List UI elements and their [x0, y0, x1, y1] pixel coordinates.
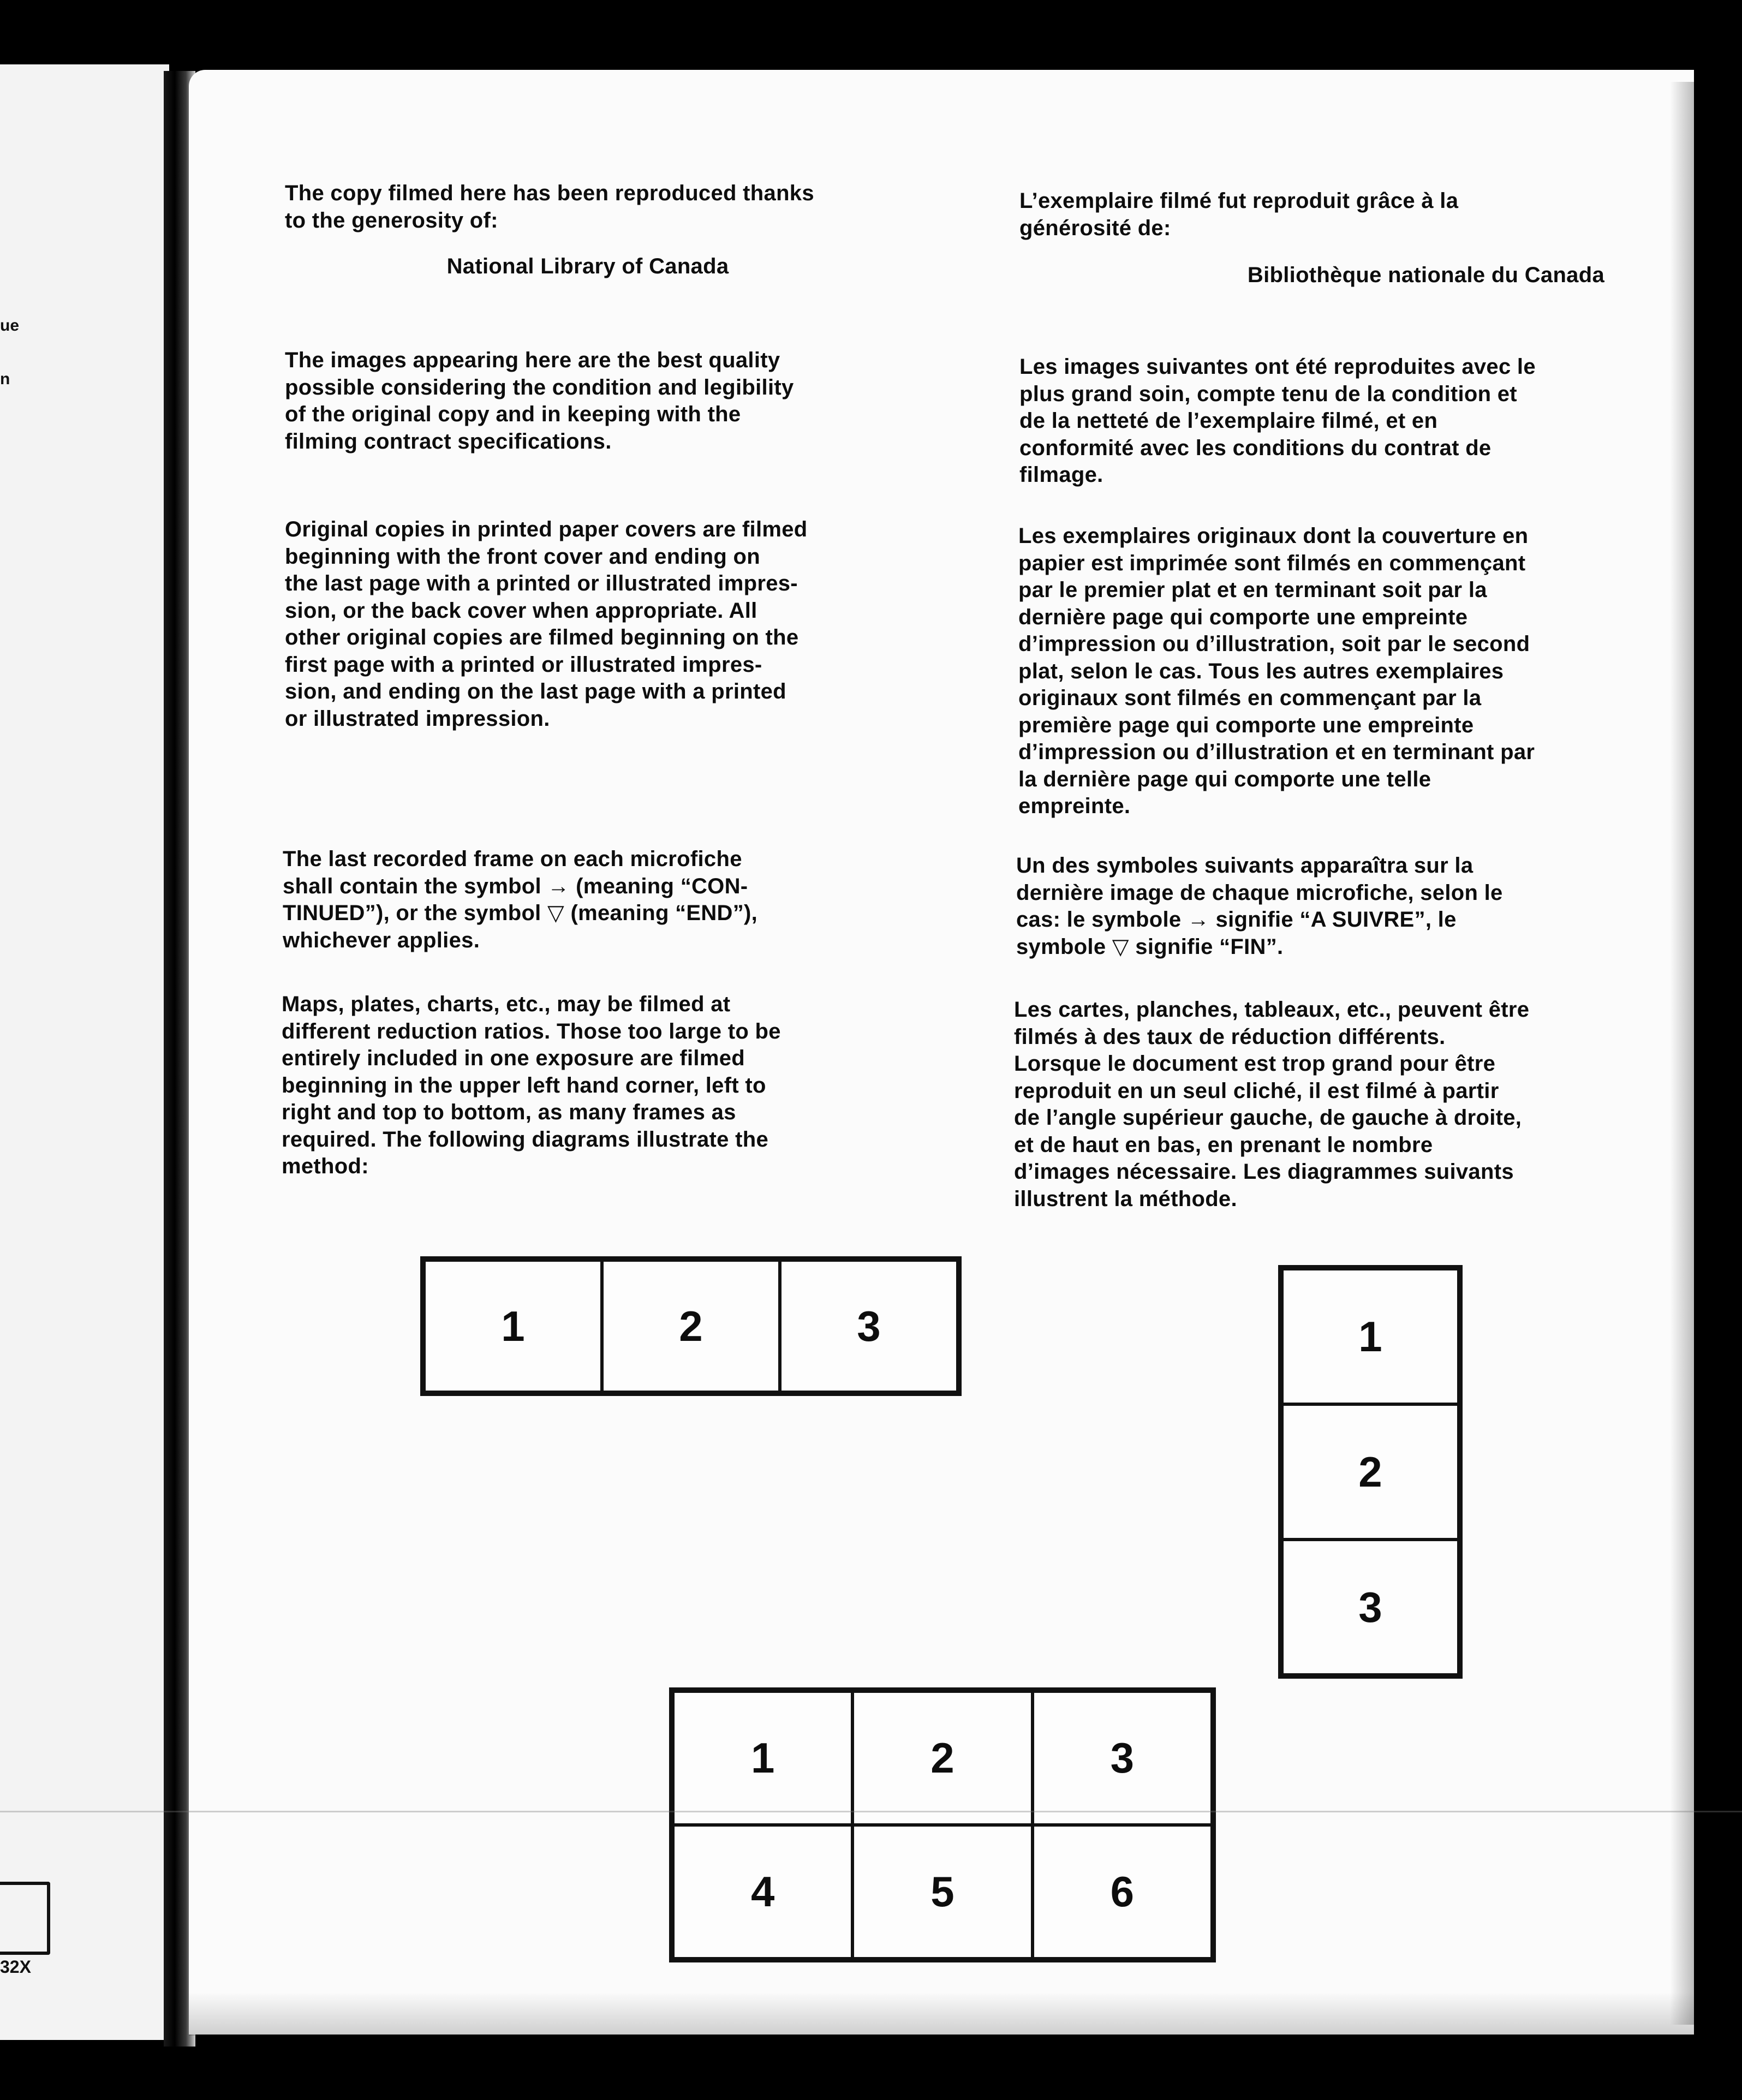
- french-column: [1019, 188, 1674, 242]
- diagram-horizontal: [420, 1256, 962, 1396]
- english-maps-paragraph: Maps, plates, charts, etc., may be filmed at different reduction ratios. Those too large to be entirely included in one exposure are filmed beginning in the upper left hand corner, left to right and top to bottom, as many frames as required. The following diagrams illustrate the method:: [282, 992, 781, 1178]
- french-symbols-block: [1016, 852, 1671, 960]
- english-quality-block: [285, 347, 929, 455]
- frame-cell: 3: [1033, 1691, 1212, 1825]
- english-institution: National Library of Canada: [446, 254, 729, 278]
- scan-artifact-line: [0, 1811, 1742, 1812]
- french-covers-paragraph: Les exemplaires originaux dont la couverture en papier est imprimée sont filmés en commençant par le premier plat et en terminant soit par la dernière page qui comporte une empreinte d’impression ou d’illustration, soit par le second plat, selon le cas. Tous les autres exemplaires originaux sont filmés en commençant par la première page qui comporte une empreinte d’impression ou d’illustration et en terminant par la dernière page qui comporte une telle empreinte.: [1018, 524, 1535, 818]
- french-maps-paragraph: Les cartes, planches, tableaux, etc., peuvent être filmés à des taux de réduction différents. Lorsque le document est trop grand pour être reproduit en un seul cliché, il est filmé à partir de l’angle supérieur gauche, de gauche à droite, et de haut en bas, en prenant le nombre d’images nécessaire. Les diagrammes suivants illustrent la méthode.: [1014, 998, 1530, 1211]
- english-quality-paragraph: The images appearing here are the best quality possible considering the condition and legibility of the original copy and in keeping with the filming contract specifications.: [285, 348, 794, 454]
- previous-page-fragment: n: [0, 370, 10, 388]
- frame-cell: 3: [780, 1260, 958, 1392]
- frame-cell: 1: [673, 1691, 852, 1825]
- frame-cell: 2: [1282, 1404, 1459, 1540]
- english-acknowledgement: The copy filmed here has been reproduced thanks to the generosity of:: [285, 181, 814, 232]
- english-column: [285, 180, 929, 234]
- french-institution-block: [1019, 262, 1604, 289]
- frame-cell: 2: [852, 1691, 1032, 1825]
- english-symbols-block: [283, 846, 927, 954]
- french-covers-block: [1018, 523, 1673, 820]
- reduction-label: 32X: [0, 1957, 31, 1977]
- french-quality-block: [1019, 354, 1674, 489]
- frame-cell: 1: [424, 1260, 602, 1392]
- english-institution-block: [285, 253, 891, 281]
- frame-cell: 4: [673, 1825, 852, 1959]
- frame-cell: 1: [1282, 1269, 1459, 1404]
- frame-cell: 3: [1282, 1540, 1459, 1675]
- french-quality-paragraph: Les images suivantes ont été reproduites avec le plus grand soin, compte tenu de la condition et de la netteté de l’exemplaire filmé, et en conformité avec les conditions du contrat de filmage.: [1019, 355, 1536, 487]
- frame-cell: 2: [602, 1260, 780, 1392]
- english-maps-block: [282, 991, 926, 1180]
- previous-page-edge: [0, 64, 169, 2040]
- frame-cell: 6: [1033, 1825, 1212, 1959]
- french-symbols-paragraph: Un des symboles suivants apparaîtra sur la dernière image de chaque microfiche, selon le cas: le symbole → signifie “A SUIVRE”, le symbole ▽ signifie “FIN”.: [1016, 854, 1503, 959]
- english-symbols-paragraph: The last recorded frame on each microfiche shall contain the symbol → (meaning “CON- TINUED”), or the symbol ▽ (meaning “END”), whichever applies.: [283, 847, 758, 952]
- french-institution: Bibliothèque nationale du Canada: [1247, 263, 1604, 287]
- diagram-grid: [669, 1687, 1216, 1962]
- french-maps-block: [1014, 997, 1669, 1213]
- french-acknowledgement: L’exemplaire filmé fut reproduit grâce à la générosité de:: [1019, 189, 1459, 240]
- diagram-vertical: [1278, 1265, 1463, 1679]
- english-covers-paragraph: Original copies in printed paper covers are filmed beginning with the front cover and ending on the last page with a printed or illustrated impres- sion, or the back cover when appropriate. All other original copies are filmed beginning on the first page with a printed or illustrated impres- sion, and ending on the last page with a printed or illustrated impression.: [285, 517, 808, 731]
- previous-page-fragment: ue: [0, 317, 20, 335]
- page-bottom-shadow: [189, 1992, 1694, 2036]
- english-covers-block: [285, 516, 929, 732]
- frame-cell: 5: [852, 1825, 1032, 1959]
- previous-page-box: [0, 1882, 50, 1955]
